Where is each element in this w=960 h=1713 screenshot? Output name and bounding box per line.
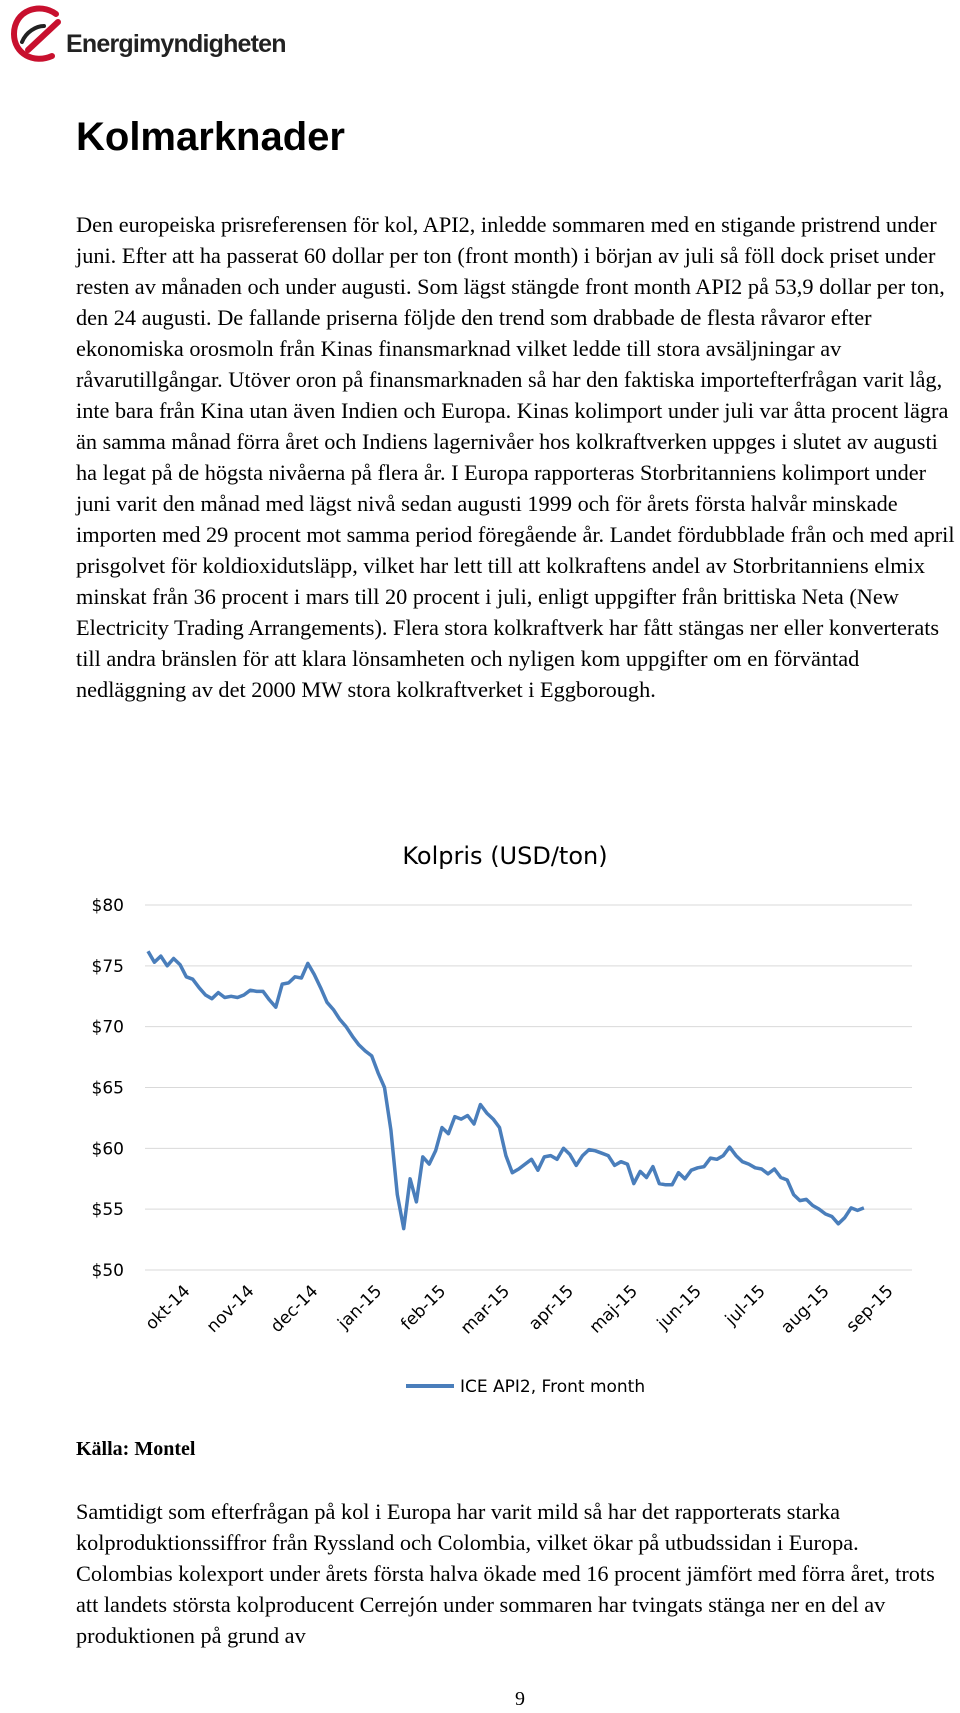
chart-legend [406, 1377, 645, 1397]
series-line [148, 951, 864, 1228]
logo-swoosh-icon [6, 4, 66, 64]
y-tick-label: $65 [91, 1078, 124, 1099]
y-tick-label: $70 [91, 1017, 124, 1038]
x-tick-label: okt-14 [141, 1281, 195, 1335]
x-tick-label: mar-15 [457, 1281, 515, 1339]
y-tick-label: $50 [91, 1261, 124, 1281]
chart-title: Kolpris (USD/ton) [402, 842, 608, 870]
coal-price-chart [0, 830, 960, 1410]
y-tick-label: $75 [91, 956, 124, 977]
x-tick-label: feb-15 [397, 1281, 451, 1335]
chart-series [148, 951, 864, 1228]
org-name: Energimyndigheten [66, 30, 286, 58]
x-tick-label: maj-15 [585, 1281, 642, 1338]
y-tick-label: $55 [91, 1200, 124, 1221]
x-tick-label: jul-15 [721, 1281, 770, 1330]
y-axis-ticks [92, 896, 124, 1281]
body-paragraph-continued: Samtidigt som efterfrågan på kol i Europa har varit mild så har det rapporterats starka kolproduktionssiffror från Ryssland och Colombia, vilket ökar på utbudssidan i Europa. Colombias kolexport under årets första halva ökade med 16 procent jämfört med förra året, trots att landets största kolproducent Cerrejón under sommaren har tvingats stänga ner en del av produktionen på grund av [76, 1499, 935, 1648]
x-tick-label: sep-15 [842, 1281, 898, 1337]
x-tick-label: dec-14 [266, 1281, 323, 1337]
source-label: Källa: Montel [76, 1438, 196, 1460]
y-tick-label: $80 [91, 896, 124, 916]
x-tick-label: jun-15 [653, 1281, 706, 1334]
body-paragraph: Den europeiska prisreferensen för kol, API2, inledde sommaren med en stigande pristrend under juni. Efter att ha passerat 60 dollar per ton (front month) i början av juli så föll dock priset under resten av månaden och under augusti. Som lägst stängde front month API2 på 53,9 dollar per ton, den 24 augusti. De fallande priserna följde den trend som drabbade de flesta råvaror efter ekonomiska orosmoln från Kinas finansmarknad vilket ledde till stora avsäljningar av råvarutillgångar. Utöver oron på finansmarknaden så har den faktiska importefterfrågan varit låg, inte bara från Kina utan även Indien och Europa. Kinas kolimport under juli var åtta procent lägra än samma månad förra året och Indiens lagernivåer hos kolkraftverken uppges i slutet av augusti ha legat på de högsta nivåerna på flera år. I Europa rapporteras Storbritanniens kolimport under juni varit den månad med lägst nivå sedan augusti 1999 och för årets första halvår minskade importen med 29 procent mot samma period föregående år. Landet fördubblade från och med april prisgolvet för koldioxidutsläpp, vilket har lett till att kolkraftens andel av Storbritanniens elmix minskat från 36 procent i mars till 20 procent i juli, enligt uppgifter från brittiska Neta (New Electricity Trading Arrangements). Flera stora kolkraftverk har fått stängas ner eller konverterats till andra bränslen för att klara lönsamheten och nyligen kom uppgifter om en förväntad nedläggning av det 2000 MW stora kolkraftverket i Eggborough. [76, 212, 955, 702]
x-tick-label: aug-15 [777, 1281, 834, 1338]
x-tick-label: apr-15 [525, 1281, 578, 1335]
y-tick-label: $60 [91, 1139, 124, 1160]
legend-label: ICE API2, Front month [460, 1377, 646, 1397]
page-title: Kolmarknader [76, 115, 345, 159]
x-tick-label: jan-15 [334, 1281, 387, 1334]
x-tick-label: nov-14 [202, 1281, 259, 1337]
x-axis-ticks [142, 1281, 898, 1338]
chart-grid [145, 905, 912, 1270]
page-number: 9 [515, 1688, 525, 1710]
